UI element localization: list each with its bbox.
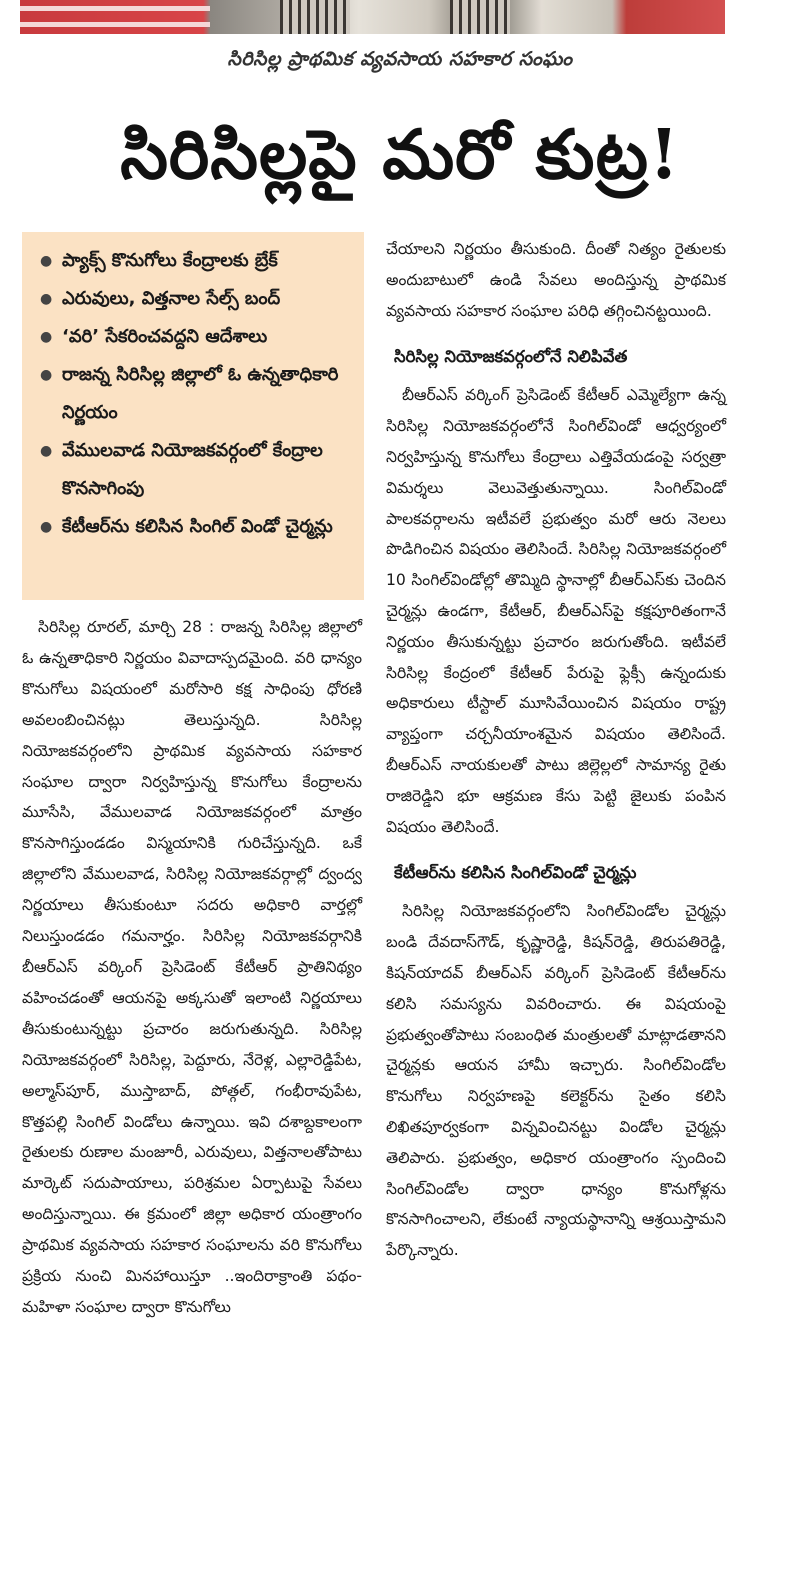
highlight-item: ● రాజన్న సిరిసిల్ల జిల్లాలో ఓ ఉన్నతాధికారి నిర్ణయం xyxy=(40,356,354,432)
bullet-icon: ● xyxy=(40,291,53,307)
article-paragraph: చేయాలని నిర్ణయం తీసుకుంది. దీంతో నిత్యం రైతులకు అందుబాటులో ఉండి సేవలు అందిస్తున్న ప్రాథమిక వ్యవసాయ సహకార సంఘాల పరిధి తగ్గించినట్టయింది. xyxy=(386,240,726,320)
highlight-item: ● కేటీఆర్‌ను కలిసిన సింగిల్ విండో చైర్మన్లు xyxy=(40,508,354,546)
bullet-icon: ● xyxy=(40,253,53,269)
headline: సిరిసిల్లపై మరో కుట్ర! xyxy=(120,115,680,195)
article-column-left xyxy=(22,612,362,1323)
article-paragraph: బీఆర్ఎస్ వర్కింగ్ ప్రెసిడెంట్ కేటీఆర్ ఎమ్మెల్యేగా ఉన్న సిరిసిల్ల నియోజకవర్గంలోనే సింగిల్‌విండో ఆధ్వర్యంలో నిర్వహిస్తున్న కొనుగోలు కేంద్రాలు ఎత్తివేయడంపై సర్వత్రా విమర్శలు వెలువెత్తుతున్నాయి. సింగిల్‌విండో పాలకవర్గాలను ఇటీవలే ప్రభుత్వం మరో ఆరు నెలలు పొడిగించిన విషయం తెలిసిందే. సిరిసిల్ల నియోజకవర్గంలో 10 సింగిల్‌విండోల్లో తొమ్మిది స్థానాల్లో బీఆర్ఎస్‌కు చెందిన చైర్మన్లు ఉండగా, కేటీఆర్, బీఆర్ఎస్‌పై కక్షపూరితంగానే నిర్ణయం తీసుకున్నట్టు ప్రచారం జరుగుతోంది. ఇటీవలే సిరిసిల్ల కేంద్రంలో కేటీఆర్ పేరుపై ఫ్లెక్సీ ఉన్నందుకు అధికారులు టీస్టాల్ మూసివేయించిన విషయం రాష్ట్ర వ్యాప్తంగా చర్చనీయాంశమైన విషయం తెలిసిందే. బీఆర్ఎస్ నాయకులతో పాటు జిల్లెల్లలో సామాన్య రైతు రాజిరెడ్డిని భూ ఆక్రమణ కేసు పెట్టి జైలుకు పంపిన విషయం తెలిసిందే. xyxy=(386,386,726,836)
article-paragraph: సిరిసిల్ల నియోజకవర్గంలోని సింగిల్‌విండోల చైర్మన్లు బండి దేవదాస్‌గౌడ్, కృష్ణారెడ్డి, కిషన్‌రెడ్డి, తిరుపతిరెడ్డి, కిషన్‌యాదవ్ బీఆర్ఎస్ వర్కింగ్ ప్రెసిడెంట్ కేటీఆర్‌ను కలిసి సమస్యను వివరించారు. ఈ విషయంపై ప్రభుత్వంతోపాటు సంబంధిత మంత్రులతో మాట్లాడతానని చైర్మన్లకు ఆయన హామీ ఇచ్చారు. సింగిల్‌విండోల కొనుగోలు నిర్వహణపై కలెక్టర్‌ను సైతం కలిసి లిఖితపూర్వకంగా విన్నవించినట్టు విండోల చైర్మన్లు తెలిపారు. ప్రభుత్వం, అధికార యంత్రాంగం స్పందించి సింగిల్‌విండోల ద్వారా ధాన్యం కొనుగోళ్లను కొనసాగించాలని, లేకుంటే న్యాయస్థానాన్ని ఆశ్రయిస్తామని పేర్కొన్నారు. xyxy=(386,902,726,1260)
highlight-item: ● ‘వరి’ సేకరించవద్దని ఆదేశాలు xyxy=(40,318,354,356)
bullet-icon: ● xyxy=(40,519,53,535)
highlights-box xyxy=(22,232,364,600)
article-column-right xyxy=(386,234,726,1266)
bullet-icon: ● xyxy=(40,443,53,459)
bullet-icon: ● xyxy=(40,329,53,345)
highlight-item: ● ప్యాక్స్ కొనుగోలు కేంద్రాలకు బ్రేక్ xyxy=(40,242,354,280)
section-heading: కేటీఆర్‌ను కలిసిన సింగిల్‌విండో చైర్మన్లు xyxy=(394,863,637,883)
article-paragraph: సిరిసిల్ల రూరల్, మార్చి 28 : రాజన్న సిరిసిల్ల జిల్లాలో ఓ ఉన్నతాధికారి నిర్ణయం వివాదాస్పదమైంది. వరి ధాన్యం కొనుగోలు విషయంలో మరోసారి కక్ష సాధింపు ధోరణి అవలంబించినట్లు తెలుస్తున్నది. సిరిసిల్ల నియోజకవర్గంలోని ప్రాథమిక వ్యవసాయ సహకార సంఘాల ద్వారా నిర్వహిస్తున్న కొనుగోలు కేంద్రాలను మూసేసి, వేములవాడ నియోజకవర్గంలో మాత్రం కొనసాగిస్తుండడం విస్మయానికి గురిచేస్తున్నది. ఒకే జిల్లాలోని వేములవాడ, సిరిసిల్ల నియోజకవర్గాల్లో ద్వంద్వ నిర్ణయాలు తీసుకుంటూ సదరు అధికారి వార్తల్లో నిలుస్తుండడం గమనార్హం. సిరిసిల్ల నియోజకవర్గానికి బీఆర్ఎస్ వర్కింగ్ ప్రెసిడెంట్ కేటీఆర్ ప్రాతినిథ్యం వహించడంతో ఆయనపై అక్కసుతో ఇలాంటి నిర్ణయాలు తీసుకుంటున్నట్టు ప్రచారం జరుగుతున్నది. సిరిసిల్ల నియోజకవర్గంలో సిరిసిల్ల, పెద్దూరు, నేరెళ్ల, ఎల్లారెడ్డిపేట, అల్మాస్‌పూర్, ముస్తాబాద్, పోత్గల్, గంభీరావుపేట, కొత్తపల్లి సింగిల్ విండోలు ఉన్నాయి. ఇవి దశాబ్దకాలంగా రైతులకు రుణాల మంజూరీ, ఎరువులు, విత్తనాలతోపాటు మార్కెట్ సదుపాయాలు, పరిశ్రమల ఏర్పాటుపై సేవలు అందిస్తున్నాయి. ఈ క్రమంలో జిల్లా అధికార యంత్రాంగం ప్రాథమిక వ్యవసాయ సహకార సంఘాలను వరి కొనుగోలు ప్రక్రియ నుంచి మినహాయిస్తూ ..ఇందిరాక్రాంతి పథం-మహిళా సంఘాల ద్వారా కొనుగోలు xyxy=(22,618,362,1316)
kicker: సిరిసిల్ల ప్రాథమిక వ్యవసాయ సహకార సంఘం xyxy=(227,48,573,70)
bullet-icon: ● xyxy=(40,367,53,383)
highlight-item: ● ఎరువులు, విత్తనాల సేల్స్ బంద్ xyxy=(40,280,354,318)
section-heading: సిరిసిల్ల నియోజకవర్గంలోనే నిలిపివేత xyxy=(394,347,628,367)
highlight-item: ● వేములవాడ నియోజకవర్గంలో కేంద్రాల కొనసాగింపు xyxy=(40,432,354,508)
top-photo-strip xyxy=(20,0,725,34)
